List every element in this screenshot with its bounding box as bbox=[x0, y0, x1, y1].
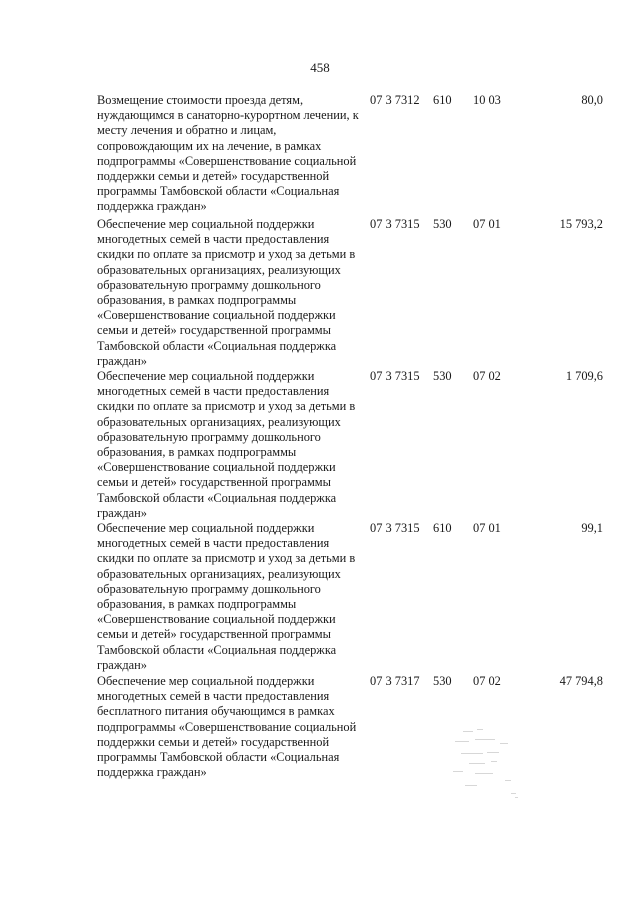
row-target-code: 07 3 7315 bbox=[370, 369, 420, 383]
row-expense-type: 530 bbox=[433, 217, 452, 231]
row-section-code: 10 03 bbox=[473, 93, 501, 107]
row-target-code: 07 3 7315 bbox=[370, 217, 420, 231]
row-amount: 1 709,6 bbox=[565, 369, 603, 383]
table-row bbox=[0, 674, 640, 799]
row-section-code: 07 02 bbox=[473, 369, 501, 383]
row-expense-type: 530 bbox=[433, 674, 452, 688]
row-section-code: 07 01 bbox=[473, 521, 501, 535]
row-description: Обеспечение мер социальной поддержки многодетных семей в части предоставления бесплатного питания обучающимся в рамках подпрограммы «Совершенствование социальной поддержки семьи и детей» государственной программы Тамбовской области «Социальная поддержка граждан» bbox=[97, 674, 357, 780]
row-expense-type: 610 bbox=[433, 521, 452, 535]
row-section-code: 07 01 bbox=[473, 217, 501, 231]
row-amount: 99,1 bbox=[581, 521, 603, 535]
table-row bbox=[0, 217, 640, 369]
table-row bbox=[0, 521, 640, 674]
row-expense-type: 610 bbox=[433, 93, 452, 107]
page-number: 458 bbox=[310, 60, 330, 75]
row-amount: 15 793,2 bbox=[559, 217, 603, 231]
table-row bbox=[0, 93, 640, 217]
row-target-code: 07 3 7317 bbox=[370, 674, 420, 688]
row-description: Возмещение стоимости проезда детям, нуждающимся в санаторно-курортном лечении, к месту лечения и обратно и лицам, сопровождающим их на лечение, в рамках подпрограммы «Совершенствование социальной поддержки семьи и детей» государственной программы Тамбовской области «Социальная поддержка граждан» bbox=[97, 93, 359, 214]
row-target-code: 07 3 7312 bbox=[370, 93, 420, 107]
row-section-code: 07 02 bbox=[473, 674, 501, 688]
table-row bbox=[0, 369, 640, 521]
row-amount: 47 794,8 bbox=[559, 674, 603, 688]
row-target-code: 07 3 7315 bbox=[370, 521, 420, 535]
row-description: Обеспечение мер социальной поддержки многодетных семей в части предоставления скидки по оплате за присмотр и уход за детьми в образовательных организациях, реализующих образовательную программу дошкольного образования, в рамках подпрограммы «Совершенствование социальной поддержки семьи и детей» государственной программы Тамбовской области «Социальная поддержка граждан» bbox=[97, 521, 356, 672]
row-description: Обеспечение мер социальной поддержки многодетных семей в части предоставления скидки по оплате за присмотр и уход за детьми в образовательных организациях, реализующих образовательную программу дошкольного образования, в рамках подпрограммы «Совершенствование социальной поддержки семьи и детей» государственной программы Тамбовской области «Социальная поддержка граждан» bbox=[97, 217, 356, 368]
row-amount: 80,0 bbox=[581, 93, 603, 107]
budget-table bbox=[0, 93, 640, 799]
faint-stamp-mark bbox=[445, 725, 525, 800]
row-expense-type: 530 bbox=[433, 369, 452, 383]
row-description: Обеспечение мер социальной поддержки многодетных семей в части предоставления скидки по оплате за присмотр и уход за детьми в образовательных организациях, реализующих образовательную программу дошкольного образования, в рамках подпрограммы «Совершенствование социальной поддержки семьи и детей» государственной программы Тамбовской области «Социальная поддержка граждан» bbox=[97, 369, 356, 520]
